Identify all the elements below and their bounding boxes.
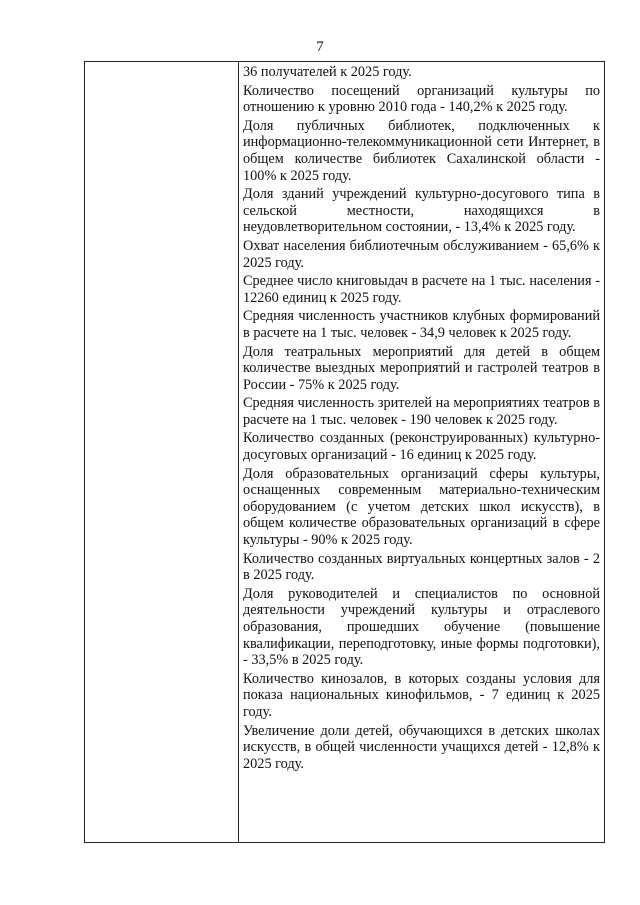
page-number: 7: [316, 39, 324, 55]
indicators-cell: [243, 64, 600, 774]
document-table: [84, 61, 605, 843]
indicator-paragraph: Доля руководителей и специалистов по основной деятельности учреждений культуры и отраслевого образования, прошедших обучение (повышение квалификации, переподготовку, иные формы подготовки), - 33,5% в 2025 году.: [243, 585, 600, 669]
indicator-paragraph: Среднее число книговыдач в расчете на 1 тыс. населения - 12260 единиц к 2025 году.: [243, 273, 600, 306]
indicator-paragraph: 36 получателей к 2025 году.: [243, 64, 412, 80]
indicator-paragraph: Доля образовательных организаций сферы культуры, оснащенных современным материально-техническим оборудованием (с учетом детских школ искусств), в общем количестве образовательных организаций в сфере культуры - 90% к 2025 году.: [243, 465, 600, 549]
indicator-paragraph: Количество посещений организаций культуры по отношению к уровню 2010 года - 140,2% к 2025 году.: [243, 82, 600, 116]
indicator-paragraph: Доля театральных мероприятий для детей в общем количестве выездных мероприятий и гастролей театров в России - 75% к 2025 году.: [243, 343, 600, 393]
indicator-paragraph: Средняя численность зрителей на мероприятиях театров в расчете на 1 тыс. человек - 190 человек к 2025 году.: [243, 395, 600, 428]
indicator-paragraph: Доля публичных библиотек, подключенных к информационно-телекоммуникационной сети Интернет, в общем количестве библиотек Сахалинской области - 100% к 2025 году.: [243, 117, 600, 184]
indicator-paragraph: Доля зданий учреждений культурно-досугового типа в сельской местности, находящихся в неудовлетворительном состоянии, - 13,4% к 2025 году.: [243, 186, 600, 236]
indicator-paragraph: Охват населения библиотечным обслуживанием - 65,6% к 2025 году.: [243, 237, 600, 271]
column-divider: [238, 62, 239, 842]
indicator-paragraph: Количество созданных виртуальных концертных залов - 2 в 2025 году.: [243, 550, 600, 584]
indicator-paragraph: Средняя численность участников клубных формирований в расчете на 1 тыс. человек - 34,9 человек к 2025 году.: [243, 308, 600, 341]
indicator-paragraph: Увеличение доли детей, обучающихся в детских школах искусств, в общей численности учащихся детей - 12,8% к 2025 году.: [243, 722, 600, 772]
indicator-paragraph: Количество кинозалов, в которых созданы условия для показа национальных кинофильмов, - 7 единиц к 2025 году.: [243, 670, 600, 720]
indicator-paragraph: Количество созданных (реконструированных) культурно-досуговых организаций - 16 единиц к 2025 году.: [243, 430, 600, 464]
